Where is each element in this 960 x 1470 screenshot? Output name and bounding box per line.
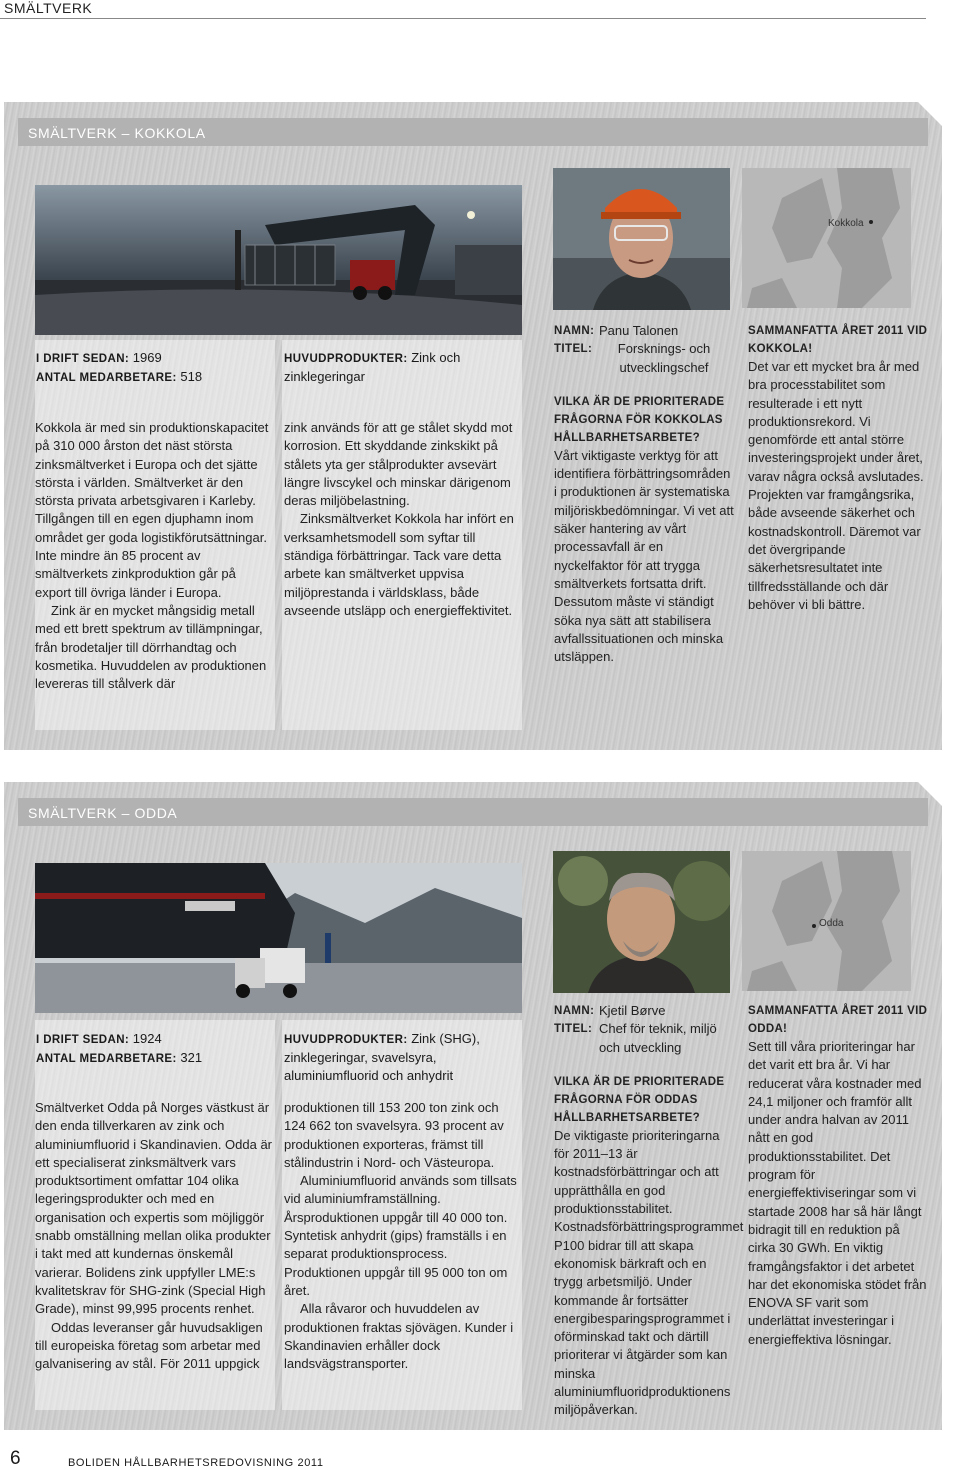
kokkola-summary <box>748 322 930 614</box>
kokkola-answer-1: Vårt viktigaste verktyg för att identifiera förbättringsområden i produktionen är systematiska miljöriskbedömningar. Vi vet att säker hantering av vårt processavfall är en nyckelfaktor för att trygga smältverkets fortsatta drift. Dessutom måste vi ständigt söka nya sätt att stabilisera avfallssituationen och minska utsläppen. <box>554 447 734 665</box>
kokkola-answer-2: Det var ett mycket bra år med bra processtabilitet som resulterade i ett nytt produktionsrekord. Vi genomförde ett antal större investeringsprojekt under året, varav några också avslutades. Projekten var framgångsrika, både avseende säkerhet och kostnadskontroll. Däremot var det övergripande säkerhetsresultatet inte tillfredsställande och där behöver vi bli bättre. <box>748 359 924 612</box>
odda-staff-row: ANTAL MEDARBETARE: 321 <box>36 1050 203 1065</box>
kokkola-products: HUVUDPRODUKTER: Zink och zinklegeringar <box>284 350 461 384</box>
odda-person-name: Kjetil Børve <box>599 1003 666 1018</box>
odda-products-value: Zink (SHG), zinklegeringar, svavelsyra, aluminiumfluorid och anhydrit <box>284 1031 480 1083</box>
kokkola-question-2: SAMMANFATTA ÅRET 2011 VID KOKKOLA! <box>748 325 928 355</box>
header-rule <box>0 18 926 19</box>
kokkola-interview <box>554 322 736 666</box>
odda-person-title-row: TITEL: Chef för teknik, miljö och utveckling <box>554 1020 736 1057</box>
kokkola-title-bar <box>18 118 928 146</box>
odda-products: HUVUDPRODUKTER: Zink (SHG), zinklegeringar, svavelsyra, aluminiumfluorid och anhydrit <box>284 1031 480 1083</box>
odda-body-col1 <box>35 1099 273 1373</box>
since-value: 1969 <box>132 350 162 365</box>
kokkola-map <box>742 168 911 308</box>
odda-location-dot <box>812 924 816 928</box>
since-row: I DRIFT SEDAN: 1969 <box>36 350 162 365</box>
odda-title-bar <box>18 798 928 826</box>
odda-title: SMÄLTVERK – ODDA <box>28 805 178 821</box>
odda-summary <box>748 1002 930 1349</box>
odda-harbour-photo <box>35 863 522 1013</box>
staff-value: 518 <box>180 369 203 384</box>
odda-since-value: 1924 <box>132 1031 162 1046</box>
odda-person-name-row: NAMN: Kjetil Børve <box>554 1002 736 1020</box>
section-header: SMÄLTVERK <box>4 0 93 16</box>
kokkola-map-label: Kokkola <box>828 218 864 229</box>
kokkola-body-col2 <box>284 419 522 620</box>
kokkola-plant-photo <box>35 185 522 335</box>
odda-paragraph-1: Smältverket Odda på Norges västkust är den enda tillverkaren av zink och aluminiumfluorid i Skandinavien. Odda är ett specialiserat zinksmältverk vars produktsortiment omfattar 104 olika legeringsprodukter och med en organisation och expertis som möjliggör snabb omställning mellan olika produkter i takt med att kundernas önskemål varierar. Bolidens zink uppfyller LME:s kvalitetskrav för SHG-zink (Special High Grade), minst 99,995 procents renhet. <box>35 1100 273 1317</box>
odda-facts <box>36 1030 276 1068</box>
odda-paragraph-3: produktionen till 153 200 ton zink och 124 662 ton svavelsyra. 93 procent av produktionen exporteras, främst till stålindustrin i Nord- och Västeuropa. <box>284 1100 504 1170</box>
odda-paragraph-4: Aluminiumfluorid används som tillsats vid aluminiumframställning. Årsproduktionen uppgår till 40 000 ton. Syntetisk anhydrit (gips) framställs i en separat produktionsprocess. Produktionen uppgår till 95 000 ton om året. <box>284 1173 517 1298</box>
odda-map-label: Odda <box>819 918 844 929</box>
odda-staff-value: 321 <box>180 1050 203 1065</box>
odda-answer-2: Sett till våra prioriteringar har det varit ett bra år. Vi har reducerat våra kostnader med 24,1 miljoner och framför allt under andra halvan av 2011 nått en god produktionsstabilitet. Det program för energieffektiviseringar som vi startade 2008 har så här långt bidragit till en reduktion på cirka 30 GWh. En viktig framgångsfaktor i det arbetet har det ekonomiska stödet från ENOVA SF varit som underlättat investeringar i energieffektiva lösningar. <box>748 1039 927 1347</box>
kokkola-body-col1 <box>35 419 273 693</box>
odda-paragraph-2: Oddas leveranser går huvudsakligen till europeiska företag som arbetar med galvanisering av stål. För 2011 uppgick <box>35 1319 263 1372</box>
person-name: Panu Talonen <box>599 323 679 338</box>
kokkola-title: SMÄLTVERK – KOKKOLA <box>28 125 206 141</box>
odda-question-1: VILKA ÄR DE PRIORITERADE FRÅGORNA FÖR ODDAS HÅLLBARHETSARBETE? <box>554 1075 725 1124</box>
panu-talonen-portrait <box>553 168 730 310</box>
odda-paragraph-5: Alla råvaror och huvuddelen av produktionen fraktas sjövägen. Kunder i Skandinavien erhåller dock landsvägstransporter. <box>284 1301 514 1372</box>
person-title: Forsknings- och utvecklingschef <box>617 341 711 375</box>
kokkola-facts <box>36 349 276 387</box>
odda-interview <box>554 1002 744 1420</box>
kokkola-location-dot <box>869 220 873 224</box>
odda-body-col2 <box>284 1099 522 1373</box>
staff-row: ANTAL MEDARBETARE: 518 <box>36 369 203 384</box>
kokkola-paragraph-3: zink används för att ge stålet skydd mot korrosion. Ett skyddande zinkskikt på stålets yta ger stålprodukter avsevärt längre livscykel och minskar därigenom deras miljöbelastning. <box>284 420 513 509</box>
kokkola-question-1: VILKA ÄR DE PRIORITERADE FRÅGORNA FÖR KOKKOLAS HÅLLBARHETSARBETE? <box>554 395 725 444</box>
odda-since-row: I DRIFT SEDAN: 1924 <box>36 1031 162 1046</box>
page-number: 6 <box>10 1448 21 1469</box>
kjetil-borve-portrait <box>553 851 730 993</box>
person-title-row: TITEL: Forsknings- och utvecklingschef <box>554 340 736 377</box>
odda-map <box>742 851 911 991</box>
kokkola-paragraph-1: Kokkola är med sin produktionskapacitet på 310 000 årston det näst största zinksmältverket i Europa och det sjätte största i världen. Smältverket är den största privata arbetsgivaren i Karleby. Tillgången till en egen djuphamn inom området ger goda logistikförutsättningar. Inte mindre än 85 procent av smältverkets zinkproduktion går på export till övriga länder i Europa. <box>35 420 269 600</box>
odda-person-title: Chef för teknik, miljö och utveckling <box>599 1021 717 1055</box>
kokkola-paragraph-2: Zink är en mycket mångsidig metall med ett brett spektrum av tillämpningar, från brodetaljer till dörrhandtag och kosmetika. Huvuddelen av produktionen levereras till stålverk där <box>35 602 267 692</box>
publication-title: BOLIDEN HÅLLBARHETSREDOVISNING 2011 <box>68 1457 324 1469</box>
odda-question-2: SAMMANFATTA ÅRET 2011 VID ODDA! <box>748 1005 928 1035</box>
person-name-row: NAMN: Panu Talonen <box>554 322 736 340</box>
kokkola-paragraph-4: Zinksmältverket Kokkola har infört en verksamhetsmodell som syftar till ständiga förbättringar. Tack vare detta arbete kan smältverket uppvisa miljöprestanda i världsklass, både avseende utsläpp och energieffektivitet. <box>284 511 514 618</box>
kokkola-products-value: Zink och zinklegeringar <box>284 350 461 384</box>
odda-answer-1: De viktigaste prioriteringarna för 2011–13 är kostnadsförbättringar och att upprätthålla en god produktionsstabilitet. Kostnadsförbättringsprogrammet P100 bidrar till att skapa ekonomisk bärkraft och en trygg arbetsmiljö. Under kommande år fortsätter energibesparingsprogrammet i oförminskad takt och därtill prioriterar vi åtgärder som kan minska aluminiumfluoridproduktionens miljöpåverkan. <box>554 1127 744 1418</box>
